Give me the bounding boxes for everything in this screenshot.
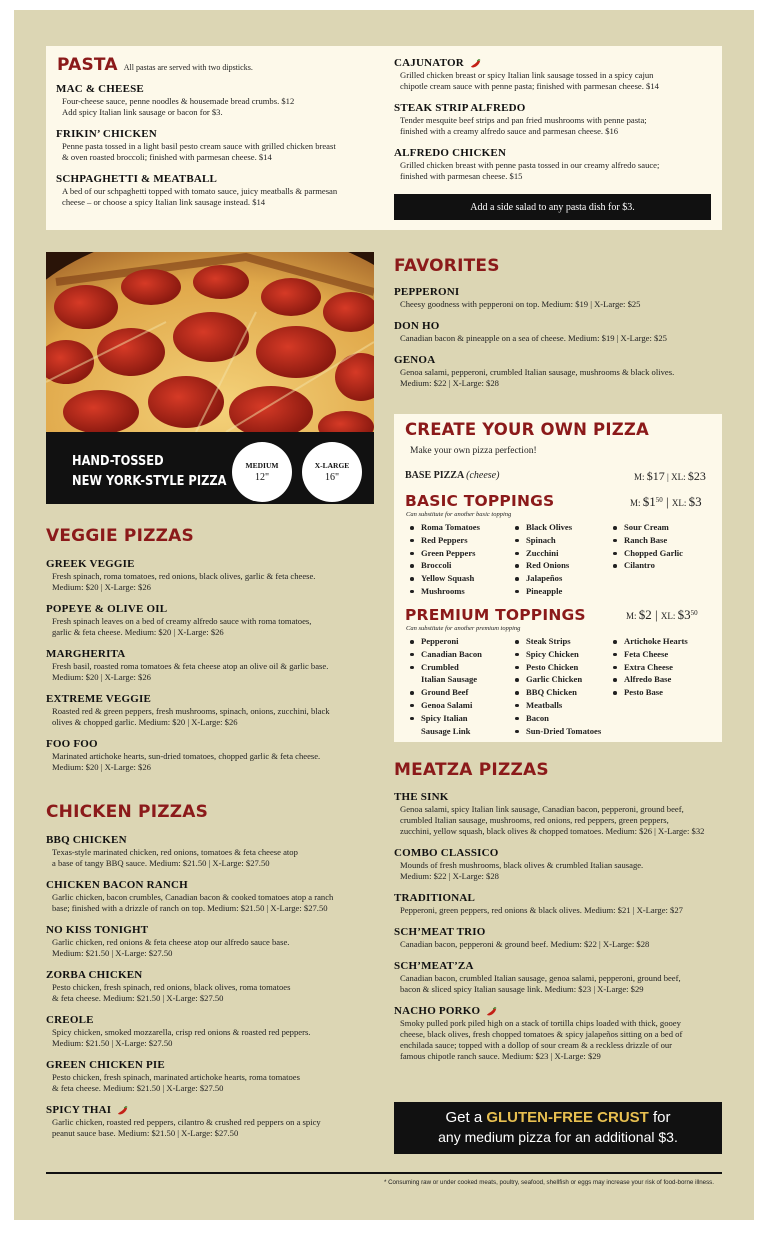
menu-item-name	[46, 1059, 376, 1072]
menu-item-description: Fresh basil, roasted roma tomatoes & feta cheese atop an olive oil & garlic base. Medium: $20 | X-Large: $26	[52, 661, 329, 682]
menu-item-name-text: FRIKIN’ CHICKEN	[56, 128, 157, 140]
menu-item	[394, 102, 714, 137]
menu-item-name-text: SCH’MEAT TRIO	[394, 926, 486, 938]
menu-item-name	[394, 354, 724, 367]
menu-item-name-text: SCHPAGHETTI & MEATBALL	[56, 173, 218, 185]
menu-item-name-text: THE SINK	[394, 791, 449, 803]
menu-item-name	[46, 834, 376, 847]
topping-item: Feta Cheese	[611, 648, 688, 661]
topping-item: Green Peppers	[408, 547, 480, 560]
base-pizza-paren: (cheese)	[466, 470, 500, 481]
menu-item-description: Fresh spinach, roma tomatoes, red onions, black olives, garlic & feta cheese. Medium: $20 | X-Large: $26	[52, 571, 316, 592]
menu-item	[394, 286, 724, 310]
premium-toppings-note: Can substitute for another premium topping	[406, 625, 521, 632]
menu-item-name-text: BBQ CHICKEN	[46, 834, 127, 846]
premium-m-price: $2	[638, 607, 652, 622]
menu-item-name-text: DON HO	[394, 320, 440, 332]
topping-item: Zucchini	[513, 547, 572, 560]
menu-item-name-text: SCH’MEAT’ZA	[394, 960, 474, 972]
menu-item-name	[46, 648, 376, 661]
hero-line2: NEW YORK-STYLE PIZZA	[72, 474, 227, 489]
menu-item-name-text: TRADITIONAL	[394, 892, 476, 904]
size-badge-size: 12"	[254, 472, 270, 483]
chili-pepper-icon	[470, 59, 481, 69]
cyo-subtitle: Make your own pizza perfection!	[410, 446, 537, 456]
topping-item: Ranch Base	[611, 534, 683, 547]
menu-item-description: Pepperoni, green peppers, red onions & black olives. Medium: $21 | X-Large: $27	[400, 905, 683, 915]
menu-item-name-text: EXTREME VEGGIE	[46, 693, 151, 705]
size-badge-label: X-LARGE	[314, 461, 350, 470]
size-badges	[232, 442, 362, 502]
menu-item-name-text: FOO FOO	[46, 738, 98, 750]
topping-item: Ground Beef	[408, 686, 482, 699]
menu-item-name	[394, 926, 724, 939]
menu-item-description: Garlic chicken, bacon crumbles, Canadian bacon & cooked tomatoes atop a ranch base; finished with a drizzle of ranch on top. Medium: $21.50 | X-Large: $27.50	[52, 892, 334, 913]
veggie-list	[46, 558, 376, 783]
base-pizza-label: BASE PIZZA	[405, 470, 464, 481]
menu-item-description: Garlic chicken, roasted red peppers, cilantro & crushed red peppers on a spicy peanut sauce base. Medium: $21.50 | X-Large: $27.50	[52, 1117, 321, 1138]
base-m-price: $17	[646, 469, 665, 483]
menu-item	[46, 693, 376, 728]
premium-m-label: M:	[626, 611, 639, 621]
basic-m-price: $1	[642, 494, 656, 509]
menu-item-name	[394, 286, 724, 299]
menu-item	[56, 173, 386, 208]
menu-item-description: Fresh spinach leaves on a bed of creamy alfredo sauce with roma tomatoes, garlic & feta cheese. Medium: $20 | X-Large: $26	[52, 616, 312, 637]
menu-item	[46, 648, 376, 683]
topping-item: Roma Tomatoes	[408, 521, 480, 534]
menu-item-name	[394, 147, 714, 160]
menu-item-name	[46, 879, 376, 892]
menu-item-name	[46, 1014, 376, 1027]
premium-toppings-col2	[513, 635, 601, 737]
menu-item	[46, 1104, 376, 1139]
base-m-label: M:	[634, 472, 647, 482]
menu-item-name-text: MARGHERITA	[46, 648, 126, 660]
menu-item-description: A bed of our schpaghetti topped with tomato sauce, juicy meatballs & parmesan cheese – or choose a spicy Italian link sausage instead. $14	[62, 186, 338, 207]
topping-item: Black Olives	[513, 521, 572, 534]
menu-item-name	[394, 960, 724, 973]
menu-item-name	[46, 924, 376, 937]
premium-toppings-col1	[408, 635, 482, 737]
menu-item	[394, 791, 724, 837]
topping-item: Pesto Base	[611, 686, 688, 699]
menu-item-description: Mounds of fresh mushrooms, black olives & crumbled Italian sausage. Medium: $22 | X-Large: $28	[400, 860, 644, 881]
meatza-list	[394, 791, 724, 1072]
topping-item: Red Peppers	[408, 534, 480, 547]
topping-item: Chopped Garlic	[611, 547, 683, 560]
size-badge-size: 16"	[324, 472, 340, 483]
menu-item-description: Spicy chicken, smoked mozzarella, crisp red onions & roasted red peppers. Medium: $21.50 | X-Large: $27.50	[52, 1027, 311, 1048]
menu-item-name	[46, 558, 376, 571]
hero-pizza-panel	[46, 252, 374, 504]
menu-item-name-text: CHICKEN BACON RANCH	[46, 879, 188, 891]
topping-item: Red Onions	[513, 559, 572, 572]
pasta-title: PASTA	[57, 55, 118, 75]
topping-item: Spinach	[513, 534, 572, 547]
topping-item: Pineapple	[513, 585, 572, 598]
topping-item: Canadian Bacon	[408, 648, 482, 661]
menu-item-description: Smoky pulled pork piled high on a stack of tortilla chips loaded with thick, gooey cheese, black olives, fresh chopped tomatoes & spicy jalapeños sitting on a bed of enchilada sauce; topped with a dollop of sour cream & a reckless drizzle of our famous chipotle ranch sauce. Medium: $23 | X-Large: $29	[400, 1018, 683, 1061]
basic-m-label: M:	[630, 498, 643, 508]
menu-item	[46, 834, 376, 869]
menu-item-name	[46, 603, 376, 616]
basic-toppings-title: BASIC TOPPINGS	[405, 492, 555, 510]
menu-item-name	[394, 1005, 724, 1018]
menu-item-name-text: CREOLE	[46, 1014, 94, 1026]
menu-item	[46, 738, 376, 773]
menu-item	[394, 960, 724, 995]
gluten-line2: any medium pizza for an additional $3.	[438, 1129, 678, 1145]
menu-item	[394, 892, 724, 916]
topping-item: Spicy Italian Sausage Link	[408, 712, 482, 738]
premium-xl-label: XL:	[660, 611, 678, 621]
menu-item-description: Genoa salami, pepperoni, crumbled Italian sausage, mushrooms & black olives. Medium: $22 | X-Large: $28	[400, 367, 675, 388]
menu-item	[46, 1059, 376, 1094]
menu-item-description: Cheesy goodness with pepperoni on top. Medium: $19 | X-Large: $25	[400, 299, 641, 309]
gluten-for: for	[648, 1109, 671, 1126]
menu-item-description: Canadian bacon, crumbled Italian sausage, genoa salami, pepperoni, ground beef, bacon & sliced spicy Italian sausage link. Medium: $23 | X-Large: $29	[400, 973, 681, 994]
pasta-right-column	[394, 57, 714, 192]
topping-item: Jalapeños	[513, 572, 572, 585]
menu-item	[56, 128, 386, 163]
menu-item-name	[394, 892, 724, 905]
topping-item: Garlic Chicken	[513, 673, 601, 686]
meatza-title: MEATZA PIZZAS	[394, 760, 549, 780]
basic-toppings-col1	[408, 521, 480, 598]
topping-item: Genoa Salami	[408, 699, 482, 712]
size-badge-label: MEDIUM	[245, 461, 279, 470]
topping-item: Extra Cheese	[611, 661, 688, 674]
menu-item-description: Grilled chicken breast with penne pasta tossed in our creamy alfredo sauce; finished with parmesan cheese. $15	[400, 160, 660, 181]
menu-item-description: Tender mesquite beef strips and pan fried mushrooms with penne pasta; finished with a creamy alfredo sauce and parmesan cheese. $16	[400, 115, 647, 136]
create-your-own-section	[394, 414, 722, 742]
menu-item-description: Four-cheese sauce, penne noodles & housemade bread crumbs. $12 Add spicy Italian link sausage or bacon for $3.	[62, 96, 295, 117]
favorites-title: FAVORITES	[394, 256, 500, 276]
topping-item: Broccoli	[408, 559, 480, 572]
menu-item	[56, 83, 386, 118]
menu-item-name-text: COMBO CLASSICO	[394, 847, 499, 859]
topping-item: Spicy Chicken	[513, 648, 601, 661]
menu-item	[46, 603, 376, 638]
menu-item	[394, 57, 714, 92]
menu-item-description: Penne pasta tossed in a light basil pesto cream sauce with grilled chicken breast & oven roasted broccoli; finished with parmesan cheese. $14	[62, 141, 336, 162]
menu-item-name-text: ZORBA CHICKEN	[46, 969, 143, 981]
basic-toppings-col3	[611, 521, 683, 572]
menu-item-name-text: GREEK VEGGIE	[46, 558, 135, 570]
topping-item: Bacon	[513, 712, 601, 725]
topping-item: Pesto Chicken	[513, 661, 601, 674]
pizza-photo	[46, 252, 374, 432]
pasta-note: All pastas are served with two dipsticks.	[123, 63, 253, 72]
menu-item-name	[394, 320, 724, 333]
footnote: * Consuming raw or under cooked meats, poultry, seafood, shellfish or eggs may increase your risk of food-borne illness.	[383, 1179, 714, 1186]
menu-item-name	[46, 693, 376, 706]
topping-item: Cilantro	[611, 559, 683, 572]
topping-item: Pepperoni	[408, 635, 482, 648]
menu-item-name	[56, 83, 386, 96]
menu-item-name	[56, 128, 386, 141]
menu-item	[394, 926, 724, 950]
menu-item-name-text: NACHO PORKO	[394, 1005, 481, 1017]
menu-item-name	[394, 847, 724, 860]
menu-item-name	[394, 102, 714, 115]
footer-divider	[46, 1172, 722, 1174]
premium-toppings-col3	[611, 635, 688, 699]
menu-item-name-text: MAC & CHEESE	[56, 83, 144, 95]
topping-item: Sun-Dried Tomatoes	[513, 725, 601, 738]
basic-toppings-col2	[513, 521, 572, 598]
side-salad-text: Add a side salad to any pasta dish for $3.	[470, 201, 635, 213]
menu-item	[46, 879, 376, 914]
menu-item-description: Pesto chicken, fresh spinach, marinated artichoke hearts, roma tomatoes & feta cheese. Medium: $21.50 | X-Large: $27.50	[52, 1072, 300, 1093]
menu-item	[46, 924, 376, 959]
side-salad-banner	[394, 194, 711, 220]
topping-item: Yellow Squash	[408, 572, 480, 585]
topping-item: Artichoke Hearts	[611, 635, 688, 648]
size-badge	[232, 442, 292, 502]
gluten-highlight: GLUTEN-FREE CRUST	[486, 1109, 649, 1126]
menu-item-name	[46, 969, 376, 982]
menu-item-name	[46, 738, 376, 751]
menu-item-description: Grilled chicken breast or spicy Italian link sausage tossed in a spicy cajun chipotle cream sauce with penne pasta; finished with parmesan cheese. $14	[400, 70, 659, 91]
hero-line1: HAND-TOSSED	[72, 454, 164, 469]
topping-item: Sour Cream	[611, 521, 683, 534]
menu-item-name	[56, 173, 386, 186]
gluten-get: Get a	[445, 1109, 487, 1126]
menu-item-name	[394, 57, 714, 70]
menu-item-description: Marinated artichoke hearts, sun-dried tomatoes, chopped garlic & feta cheese. Medium: $20 | X-Large: $26	[52, 751, 321, 772]
menu-item-description: Genoa salami, spicy Italian link sausage, Canadian bacon, pepperoni, ground beef, crumbled Italian sausage, mushrooms, red onions, red peppers, green peppers, zucchini, yellow squash, black olives & chopped tomatoes. Medium: $26 | X-Large: $32	[400, 804, 705, 836]
chicken-list	[46, 834, 376, 1149]
topping-item: Mushrooms	[408, 585, 480, 598]
menu-item	[394, 1005, 724, 1062]
menu-item-name-text: POPEYE & OLIVE OIL	[46, 603, 168, 615]
basic-toppings-note: Can substitute for another basic topping	[406, 511, 512, 518]
base-sep: |	[664, 472, 672, 482]
menu-item-description: Pesto chicken, fresh spinach, red onions, black olives, roma tomatoes & feta cheese. Medium: $21.50 | X-Large: $27.50	[52, 982, 291, 1003]
chili-pepper-icon	[117, 1106, 128, 1116]
menu-item	[46, 969, 376, 1004]
menu-item	[394, 354, 724, 389]
topping-item: Meatballs	[513, 699, 601, 712]
menu-item	[46, 1014, 376, 1049]
menu-item-name-text: NO KISS TONIGHT	[46, 924, 149, 936]
menu-item-description: Texas-style marinated chicken, red onions, tomatoes & feta cheese atop a base of tangy BBQ sauce. Medium: $21.50 | X-Large: $27.50	[52, 847, 298, 868]
menu-item-name-text: STEAK STRIP ALFREDO	[394, 102, 526, 114]
pasta-section	[46, 46, 722, 230]
base-xl-label: XL:	[671, 472, 688, 482]
basic-m-cents: 50	[655, 496, 663, 504]
premium-xl-price: $3	[677, 607, 691, 622]
basic-sep: |	[662, 494, 672, 509]
menu-page	[14, 10, 754, 1220]
topping-item: BBQ Chicken	[513, 686, 601, 699]
chicken-title: CHICKEN PIZZAS	[46, 802, 209, 822]
premium-toppings-title: PREMIUM TOPPINGS	[405, 606, 586, 624]
premium-xl-cents: 50	[690, 609, 698, 617]
premium-sep: |	[651, 607, 661, 622]
pasta-left-column	[56, 83, 386, 218]
size-badge	[302, 442, 362, 502]
topping-item: Alfredo Base	[611, 673, 688, 686]
menu-item	[394, 147, 714, 182]
menu-item-name	[394, 791, 724, 804]
favorites-list	[394, 286, 724, 399]
menu-item	[394, 320, 724, 344]
menu-item-name-text: GREEN CHICKEN PIE	[46, 1059, 165, 1071]
chili-pepper-icon	[486, 1007, 497, 1017]
menu-item-name	[46, 1104, 376, 1117]
menu-item-name-text: ALFREDO CHICKEN	[394, 147, 507, 159]
menu-item-description: Canadian bacon & pineapple on a sea of cheese. Medium: $19 | X-Large: $25	[400, 333, 667, 343]
cyo-title: CREATE YOUR OWN PIZZA	[405, 420, 649, 439]
basic-xl-label: XL:	[671, 498, 689, 508]
topping-item: Crumbled Italian Sausage	[408, 661, 482, 687]
menu-item-description: Roasted red & green peppers, fresh mushrooms, spinach, onions, zucchini, black olives & chopped garlic. Medium: $20 | X-Large: $26	[52, 706, 330, 727]
menu-item-name-text: PEPPERONI	[394, 286, 460, 298]
menu-item-name-text: SPICY THAI	[46, 1104, 112, 1116]
basic-xl-price: $3	[688, 494, 702, 509]
menu-item-name-text: CAJUNATOR	[394, 57, 464, 69]
veggie-title: VEGGIE PIZZAS	[46, 526, 194, 546]
base-xl-price: $23	[687, 469, 706, 483]
menu-item	[46, 558, 376, 593]
menu-item-description: Canadian bacon, pepperoni & ground beef. Medium: $22 | X-Large: $28	[400, 939, 650, 949]
topping-item: Steak Strips	[513, 635, 601, 648]
menu-item	[394, 847, 724, 882]
gluten-free-banner	[394, 1102, 722, 1154]
menu-item-name-text: GENOA	[394, 354, 436, 366]
menu-item-description: Garlic chicken, red onions & feta cheese atop our alfredo sauce base. Medium: $21.50 | X-Large: $27.50	[52, 937, 290, 958]
